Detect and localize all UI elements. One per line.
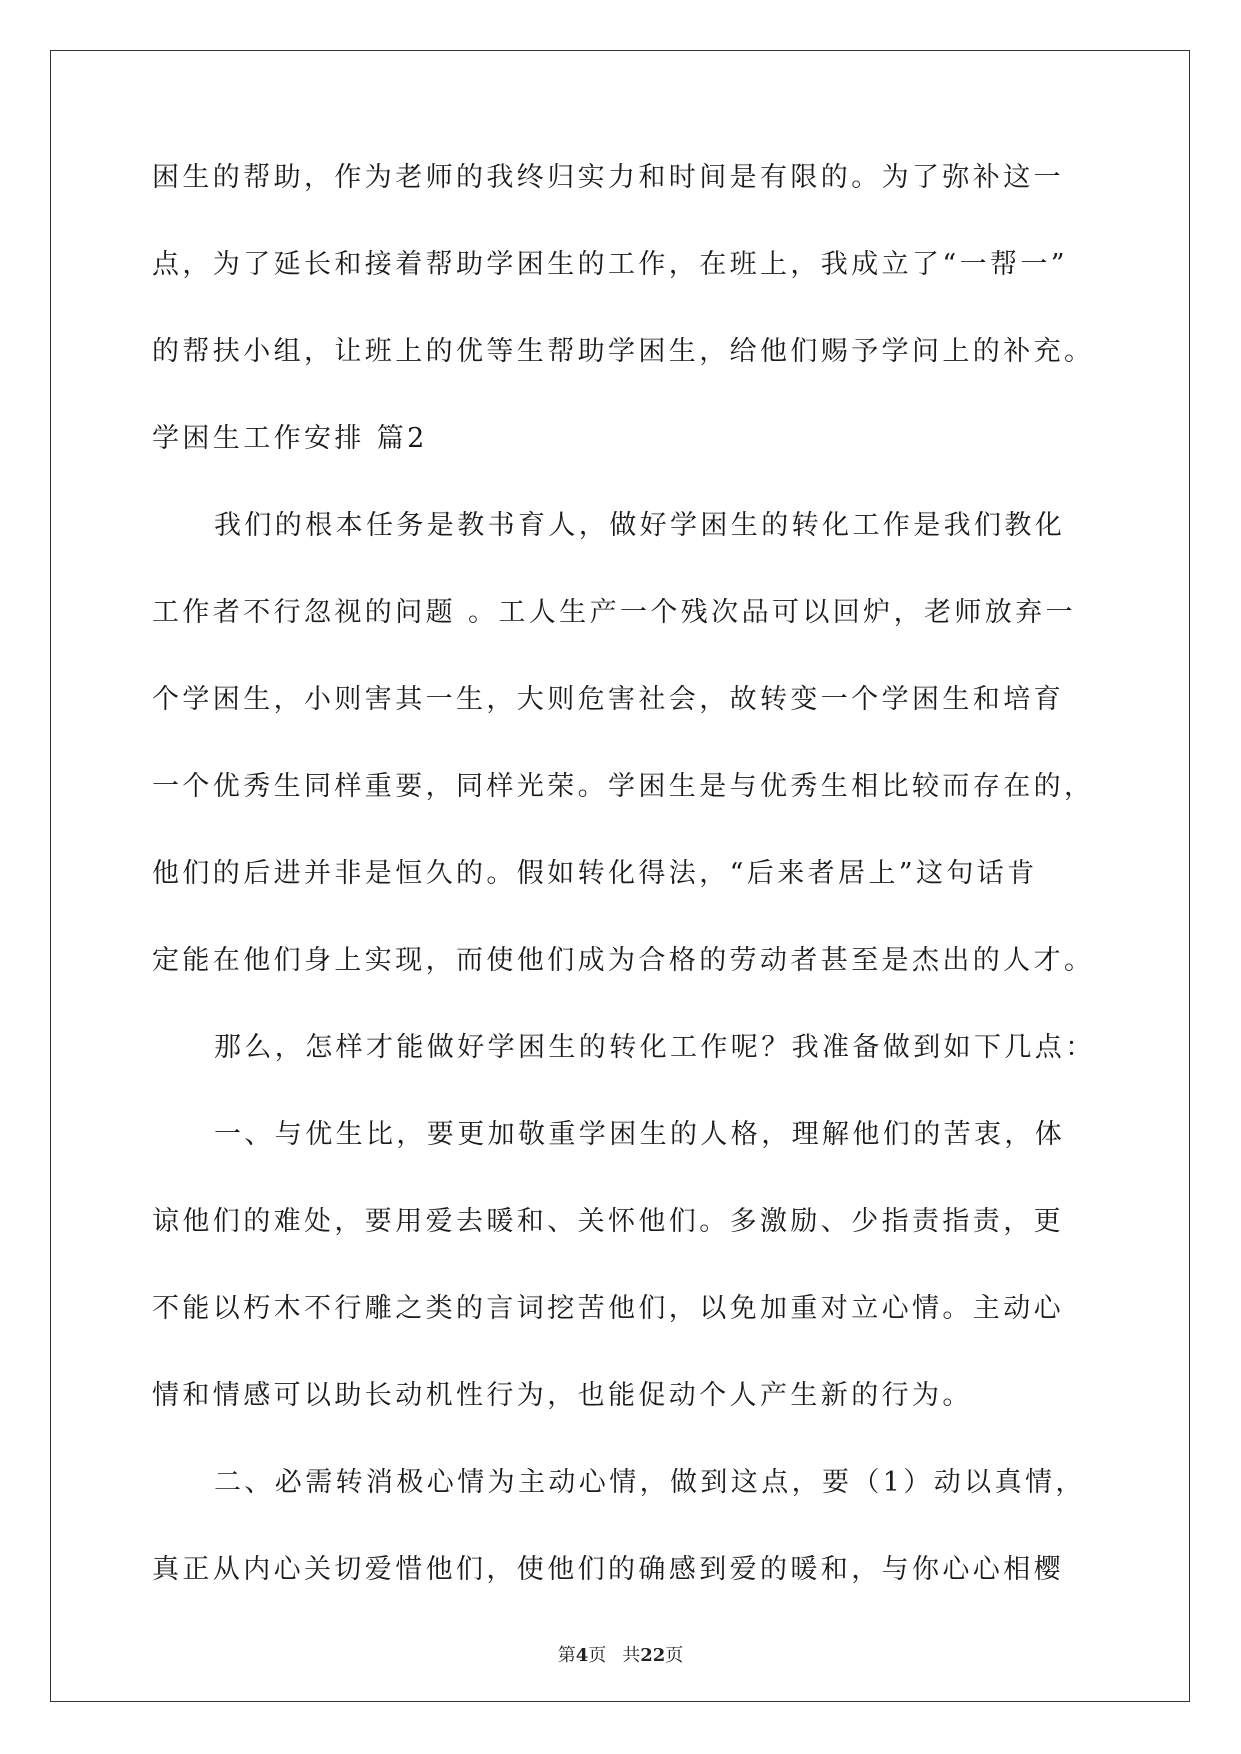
text-line: 个学困生，小则害其一生，大则危害社会，故转变一个学困生和培育 — [152, 684, 1064, 715]
text-line: 真正从内心关切爱惜他们，使他们的确感到爱的暖和，与你心心相樱 — [152, 1554, 1064, 1585]
total-prefix: 共 — [622, 1645, 641, 1666]
document-body — [152, 160, 1096, 1639]
section-heading: 学困生工作安排 篇2 — [152, 423, 428, 454]
page-prefix: 第 — [557, 1645, 576, 1666]
paragraph-start: 我们的根本任务是教书育人，做好学困生的转化工作是我们教化 — [214, 510, 1066, 541]
paragraph-start: 二、必需转消极心情为主动心情，做到这点，要（1）动以真情， — [214, 1467, 1086, 1498]
text-line: 工作者不行忽视的问题 。工人生产一个残次品可以回炉，老师放弃一 — [152, 597, 1076, 628]
page-suffix: 页 — [588, 1645, 607, 1666]
text-line: 定能在他们身上实现，而使他们成为合格的劳动者甚至是杰出的人才。 — [152, 945, 1095, 976]
text-line: 的帮扶小组，让班上的优等生帮助学困生，给他们赐予学问上的补充。 — [152, 336, 1095, 367]
text-line: 困生的帮助，作为老师的我终归实力和时间是有限的。为了弥补这一 — [152, 162, 1064, 193]
total-pages: 22 — [640, 1645, 666, 1666]
total-suffix: 页 — [665, 1645, 684, 1666]
paragraph-start: 那么，怎样才能做好学困生的转化工作呢？我准备做到如下几点： — [214, 1032, 1096, 1063]
text-line: 情和情感可以助长动机性行为，也能促动个人产生新的行为。 — [152, 1380, 973, 1411]
page-number: 4 — [575, 1645, 589, 1666]
page-footer — [0, 1645, 1241, 1667]
text-line: 他们的后进并非是恒久的。假如转化得法，“后来者居上”这句话肯 — [152, 858, 1038, 889]
paragraph-start: 一、与优生比，要更加敬重学困生的人格，理解他们的苦衷，体 — [214, 1119, 1066, 1150]
text-line: 点，为了延长和接着帮助学困生的工作，在班上，我成立了“一帮一” — [152, 249, 1069, 280]
text-line: 不能以朽木不行雕之类的言词挖苦他们，以免加重对立心情。主动心 — [152, 1293, 1064, 1324]
text-line: 谅他们的难处，要用爱去暖和、关怀他们。多激励、少指责指责，更 — [152, 1206, 1064, 1237]
text-line: 一个优秀生同样重要，同样光荣。学困生是与优秀生相比较而存在的， — [152, 771, 1095, 802]
